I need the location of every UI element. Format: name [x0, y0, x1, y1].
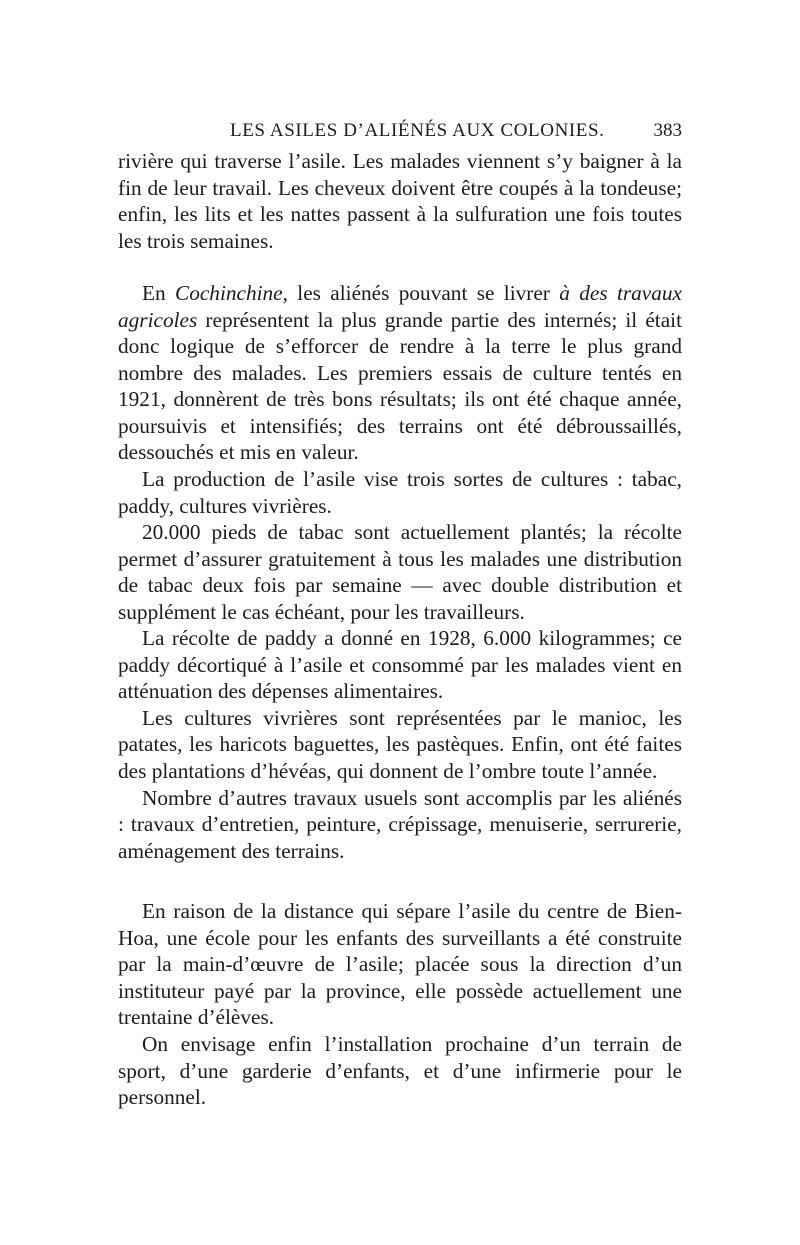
- paragraph-school: En raison de la distance qui sépare l’asile du centre de Bien-Hoa, une école pour les enfants des surveillants a été construite par la main-d’œuvre de l’asile; placée sous la direction d’un instituteur payé par la province, elle possède actuellement une trentaine d’élèves.: [118, 899, 682, 1030]
- paragraph-agricultural-work: [118, 280, 682, 466]
- paragraph-paddy: La récolte de paddy a donné en 1928, 6.000 kilogrammes; ce paddy décortiqué à l’asile et consommé par les malades vient en atténuation des dépenses alimentaires.: [118, 626, 682, 704]
- paragraph-mid: , les aliénés pouvant se livrer: [282, 281, 560, 306]
- body-text: [118, 148, 682, 1111]
- running-title: LES ASILES D’ALIÉNÉS AUX COLONIES.: [230, 120, 605, 141]
- paragraph-lead: En: [142, 281, 175, 306]
- paragraph-tobacco: 20.000 pieds de tabac sont actuellement plantés; la récolte permet d’assurer gratuitement à tous les malades une distribution de tabac deux fois par semaine — avec double distribution et supplément le cas échéant, pour les travailleurs.: [118, 520, 682, 624]
- paragraph-crop-types: La production de l’asile vise trois sortes de cultures : tabac, paddy, cultures vivrières.: [118, 467, 682, 518]
- paragraph-food-crops: Les cultures vivrières sont représentées par le manioc, les patates, les haricots baguettes, les pastèques. Enfin, ont été faites des plantations d’hévéas, qui donnent de l’ombre toute l’année.: [118, 705, 682, 784]
- paragraph-future-plans: On envisage enfin l’installation prochaine d’un terrain de sport, d’une garderie d’enfants, et d’une infirmerie pour le personnel.: [118, 1031, 682, 1110]
- place-name-cochinchine: Cochinchine: [175, 281, 283, 306]
- paragraph-other-works: Nombre d’autres travaux usuels sont accomplis par les aliénés : travaux d’entretien, peinture, crépissage, menuiserie, serrurerie, aménagement des terrains.: [118, 785, 682, 863]
- emphasized-phrase: à des travaux agricoles: [118, 281, 682, 332]
- page-number: 383: [653, 120, 682, 141]
- paragraph-bathing-hygiene: rivière qui traverse l’asile. Les malades viennent s’y baigner à la fin de leur travail. Les cheveux doivent être coupés à la tondeuse; enfin, les lits et les nattes passent à la sulfuration une fois toutes les trois semaines.: [118, 149, 682, 253]
- page-header: [118, 118, 682, 146]
- paragraph-rest: représentent la plus grande partie des internés; il était donc logique de s’efforcer de rendre à la terre le plus grand nombre des malades. Les premiers essais de culture tentés en 1921, donnèrent de très bons résultats; ils ont été chaque année, poursuivis et intensifiés; des terrains ont été débroussaillés, dessouchés et mis en valeur.: [118, 307, 682, 465]
